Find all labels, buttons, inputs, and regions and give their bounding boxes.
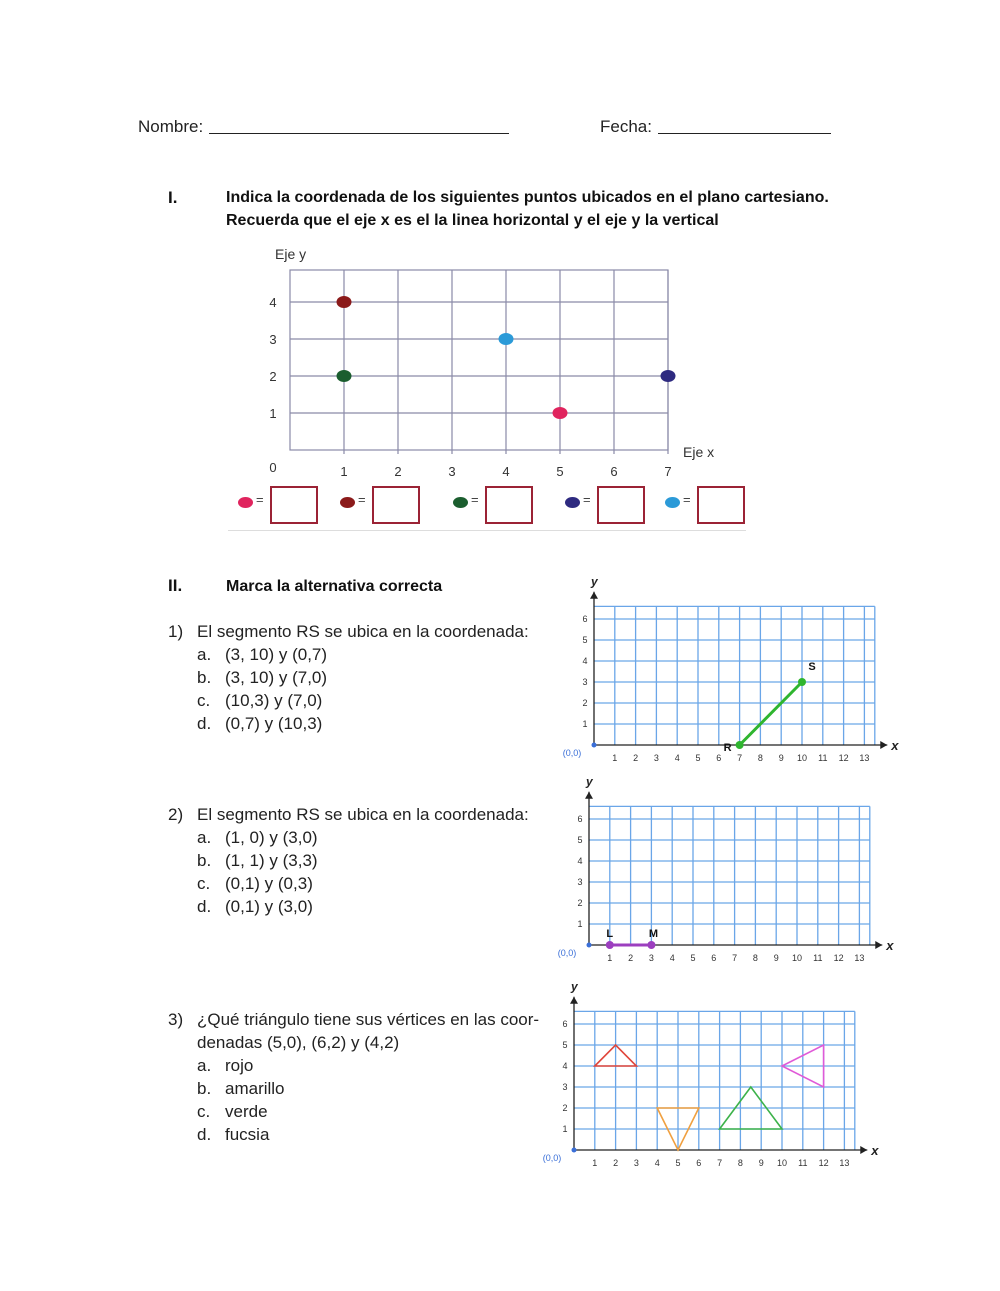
y-axis-label: y	[591, 578, 598, 589]
segment-endpoint	[606, 941, 614, 949]
grid-question3	[540, 983, 880, 1173]
answer-key-dot	[565, 497, 580, 508]
x-tick-label: 6	[610, 464, 618, 479]
x-tick-label: 5	[690, 953, 696, 963]
y-tick-label: 4	[269, 295, 277, 310]
y-tick-label: 4	[582, 656, 588, 666]
x-tick-label: 7	[717, 1158, 723, 1168]
question2-number: 2)	[168, 805, 184, 824]
origin-point	[587, 943, 592, 948]
x-tick-label: 11	[798, 1158, 808, 1168]
option-d[interactable]: d. (0,1) y (3,0)	[197, 897, 313, 916]
question3-line1: ¿Qué triángulo tiene sus vértices en las coor-	[197, 1010, 540, 1029]
x-tick-label: 12	[833, 953, 844, 963]
option-a[interactable]: a. (3, 10) y (0,7)	[197, 645, 328, 664]
answer-input-box[interactable]	[697, 486, 745, 524]
name-line[interactable]	[209, 117, 509, 134]
answer-key-dot	[665, 497, 680, 508]
answer-key-equals: =	[583, 492, 591, 507]
question3-number: 3)	[168, 1010, 184, 1029]
x-tick-label: 7	[732, 953, 738, 963]
question2-text: El segmento RS se ubica en la coordenada:	[197, 805, 529, 824]
y-tick-label: 2	[577, 898, 583, 908]
x-tick-label: 12	[838, 753, 849, 763]
origin-label: 0	[269, 460, 277, 475]
date-field	[600, 117, 831, 137]
x-tick-label: 13	[839, 1158, 850, 1168]
x-tick-label: 11	[818, 753, 828, 763]
y-axis-label: y	[586, 778, 593, 789]
x-tick-label: 10	[776, 1158, 788, 1168]
name-field	[138, 117, 509, 137]
point-label: R	[723, 742, 732, 754]
question1-text: El segmento RS se ubica en la coordenada:	[197, 622, 529, 641]
option-d[interactable]: d. fucsia	[197, 1125, 270, 1144]
x-axis-arrow	[875, 941, 882, 949]
x-tick-label: 6	[696, 1158, 702, 1168]
x-tick-label: 3	[653, 753, 659, 763]
x-tick-label: 6	[711, 953, 717, 963]
y-tick-label: 6	[577, 814, 583, 824]
y-tick-label: 1	[269, 406, 277, 421]
y-tick-label: 1	[577, 919, 583, 929]
x-tick-label: 1	[607, 953, 613, 963]
option-b[interactable]: b. amarillo	[197, 1079, 285, 1098]
point-dark-red	[337, 296, 352, 308]
answer-key-row	[228, 480, 748, 535]
answer-key-equals: =	[683, 492, 691, 507]
x-tick-label: 3	[448, 464, 456, 479]
y-tick-label: 2	[582, 698, 588, 708]
y-axis-label: Eje y	[275, 246, 307, 262]
point-navy	[661, 370, 676, 382]
section1-instructions	[226, 186, 846, 232]
y-axis-arrow	[590, 592, 598, 599]
x-axis-arrow	[860, 1146, 867, 1154]
section1-line2: Recuerda que el eje x es el la linea horizontal y el eje y la vertical	[226, 212, 719, 229]
x-tick-label: 7	[664, 464, 672, 479]
point-label: M	[648, 928, 658, 940]
x-tick-label: 2	[613, 1158, 619, 1168]
x-tick-label: 2	[394, 464, 402, 479]
y-tick-label: 5	[582, 635, 588, 645]
grid-question2	[555, 778, 895, 968]
y-tick-label: 2	[562, 1103, 568, 1113]
origin-label: (0,0)	[557, 948, 577, 958]
x-tick-label: 3	[633, 1158, 639, 1168]
question1-number: 1)	[168, 622, 184, 641]
x-tick-label: 8	[752, 953, 758, 963]
x-tick-label: 10	[796, 753, 808, 763]
origin-label: (0,0)	[542, 1153, 562, 1163]
y-tick-label: 1	[562, 1124, 568, 1134]
answer-key-dot	[238, 497, 253, 508]
x-tick-label: 1	[592, 1158, 598, 1168]
answer-input-box[interactable]	[270, 486, 318, 524]
x-tick-label: 2	[628, 953, 634, 963]
x-tick-label: 3	[648, 953, 654, 963]
segment-endpoint	[647, 941, 655, 949]
x-axis-arrow	[880, 741, 887, 749]
answer-key-dot	[453, 497, 468, 508]
x-tick-label: 9	[778, 753, 784, 763]
segment-endpoint	[798, 678, 806, 686]
x-tick-label: 4	[674, 753, 680, 763]
point-label: L	[606, 928, 614, 940]
x-axis-label: x	[871, 1143, 879, 1158]
answer-key-equals: =	[471, 492, 479, 507]
x-tick-label: 5	[695, 753, 701, 763]
answer-input-box[interactable]	[485, 486, 533, 524]
x-tick-label: 8	[757, 753, 763, 763]
origin-label: (0,0)	[562, 748, 582, 758]
x-tick-label: 1	[340, 464, 348, 479]
point-label: S	[808, 661, 816, 673]
x-tick-label: 9	[773, 953, 779, 963]
x-tick-label: 5	[675, 1158, 681, 1168]
x-tick-label: 9	[758, 1158, 764, 1168]
option-a[interactable]: a. (1, 0) y (3,0)	[197, 828, 318, 847]
answer-key-dot	[340, 497, 355, 508]
point-dark-green	[337, 370, 352, 382]
y-axis-arrow	[585, 792, 593, 799]
y-tick-label: 4	[562, 1061, 568, 1071]
x-tick-label: 13	[859, 753, 870, 763]
x-tick-label: 5	[556, 464, 564, 479]
origin-point	[572, 1148, 577, 1153]
date-line[interactable]	[658, 117, 831, 134]
option-a[interactable]: a. rojo	[197, 1056, 254, 1075]
y-tick-label: 1	[582, 719, 588, 729]
y-axis-arrow	[570, 997, 578, 1004]
origin-point	[592, 743, 597, 748]
x-tick-label: 6	[716, 753, 722, 763]
x-tick-label: 4	[502, 464, 510, 479]
section2-number: II.	[168, 576, 183, 595]
question2-options	[197, 826, 318, 918]
y-tick-label: 3	[582, 677, 588, 687]
x-tick-label: 4	[669, 953, 675, 963]
option-b[interactable]: b. (3, 10) y (7,0)	[197, 668, 328, 687]
y-tick-label: 4	[577, 856, 583, 866]
question3-text	[197, 1008, 542, 1054]
point-light-blue	[499, 333, 514, 345]
answer-input-box[interactable]	[597, 486, 645, 524]
x-tick-label: 1	[612, 753, 618, 763]
y-tick-label: 3	[562, 1082, 568, 1092]
y-axis-label: y	[571, 983, 578, 994]
option-d[interactable]: d. (0,7) y (10,3)	[197, 714, 323, 733]
grid-question1	[560, 578, 900, 768]
date-label: Fecha:	[600, 117, 652, 136]
y-tick-label: 2	[269, 369, 277, 384]
y-tick-label: 3	[577, 877, 583, 887]
x-axis-label: x	[891, 738, 899, 753]
y-tick-label: 6	[562, 1019, 568, 1029]
segment	[740, 682, 802, 745]
y-tick-label: 6	[582, 614, 588, 624]
x-tick-label: 12	[818, 1158, 829, 1168]
x-tick-label: 13	[854, 953, 865, 963]
option-c[interactable]: c. (0,1) y (0,3)	[197, 874, 313, 893]
section2-title: Marca la alternativa correcta	[226, 578, 443, 595]
point-pink	[553, 407, 568, 419]
name-label: Nombre:	[138, 117, 204, 136]
y-tick-label: 3	[269, 332, 277, 347]
answer-key-equals: =	[256, 492, 264, 507]
section1-number: I.	[168, 188, 178, 207]
answer-key-divider	[228, 530, 746, 531]
option-c[interactable]: c. (10,3) y (7,0)	[197, 691, 323, 710]
x-axis-label: x	[886, 938, 894, 953]
answer-input-box[interactable]	[372, 486, 420, 524]
x-tick-label: 4	[654, 1158, 660, 1168]
answer-key-equals: =	[358, 492, 366, 507]
x-tick-label: 11	[813, 953, 823, 963]
question3-line2: denadas (5,0), (6,2) y (4,2)	[197, 1033, 400, 1052]
x-tick-label: 8	[737, 1158, 743, 1168]
option-b[interactable]: b. (1, 1) y (3,3)	[197, 851, 318, 870]
x-axis-label: Eje x	[683, 444, 715, 460]
y-tick-label: 5	[577, 835, 583, 845]
x-tick-label: 10	[791, 953, 803, 963]
x-tick-label: 7	[737, 753, 743, 763]
y-tick-label: 5	[562, 1040, 568, 1050]
x-tick-label: 2	[633, 753, 639, 763]
cartesian-chart-points	[250, 240, 750, 480]
option-c[interactable]: c. verde	[197, 1102, 268, 1121]
question1-options	[197, 643, 327, 735]
section1-line1: Indica la coordenada de los siguientes puntos ubicados en el plano cartesiano.	[226, 189, 829, 206]
question3-options	[197, 1054, 285, 1146]
segment-endpoint	[736, 741, 744, 749]
